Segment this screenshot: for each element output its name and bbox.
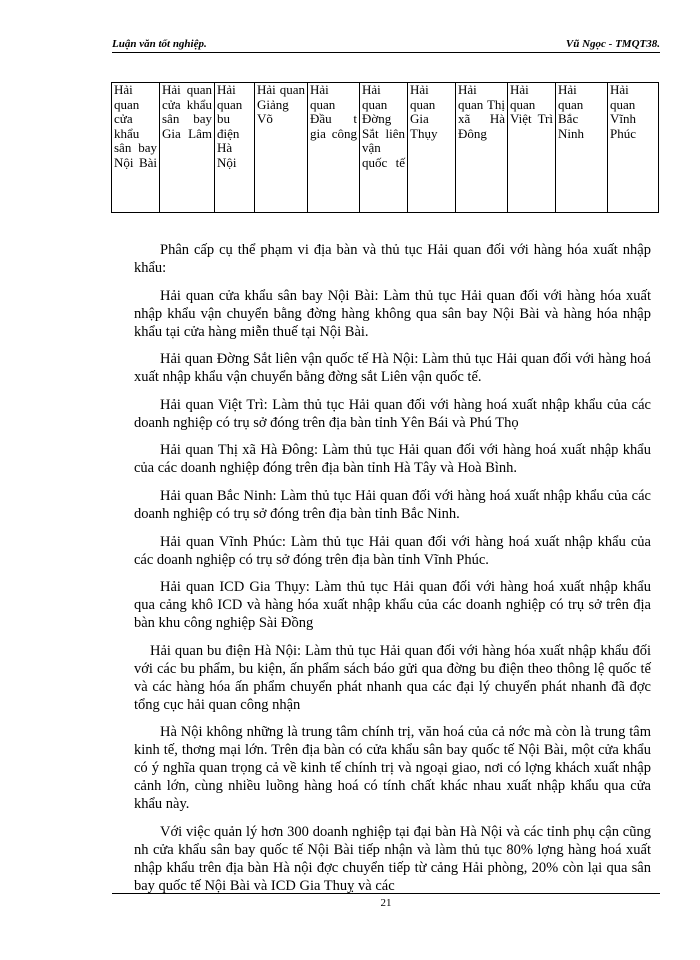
unit-gia-lam: Hải quan cửa khẩu sân bay Gia Lâm (160, 83, 215, 213)
page-number: 21 (380, 897, 392, 909)
paragraph-quan-ly: Với việc quản lý hơn 300 doanh nghiệp tại đại bàn Hà Nội và các tỉnh phụ cận cũng nh cửa khẩu sân bay quốc tế Nội Bài tiếp nhận và làm thủ tục 80% lợng hàng hoá xuất nhập khẩu trên địa bàn Hà nội đợc chuyển tiếp từ cảng Hải phòng, 20% còn lại qua sân bay quốc tế Nội Bài và ICD Gia Thuỵ và các (134, 823, 651, 894)
unit-ha-dong: Hải quan Thị xã Hà Đông (456, 83, 508, 213)
paragraph-duong-sat: Hải quan Đờng Sắt liên vận quốc tế Hà Nội: Làm thủ tục Hải quan đối với hàng hoá xuất nhập khẩu vận chuyển bằng đờng sắt Liên vận quốc tế. (134, 351, 651, 386)
header-thesis-title: Luận văn tốt nghiệp. (112, 38, 207, 50)
body-text (134, 241, 651, 905)
table-row (112, 83, 659, 213)
unit-bac-ninh: Hải quan Bắc Ninh (556, 83, 608, 213)
footer-divider (112, 893, 660, 894)
running-header (112, 38, 660, 53)
header-author: Vũ Ngọc - TMQT38. (565, 38, 660, 50)
paragraph-buu-dien: Hải quan bu điện Hà Nội: Làm thủ tục Hải quan đối với hàng hóa xuất nhập khẩu đối với các bu phẩm, bu kiện, ấn phẩm sách báo gửi qua đờng bu điện theo thông lệ quốc tế và các hàng hóa ấn phẩm chuyển phát nhanh qua các đại lý chuyển phát nhanh đã đợc tổng cục hải quan công nhận (134, 642, 651, 713)
paragraph-ha-dong: Hải quan Thị xã Hà Đông: Làm thủ tục Hải quan đối với hàng hoá xuất nhập khẩu của các doanh nghiệp đóng trên địa bàn tỉnh Hà Tây và Hoà Bình. (134, 442, 651, 477)
unit-noi-bai: Hải quan cửa khẩu sân bay Nội Bài (112, 83, 160, 213)
unit-buu-dien: Hải quan bu điện Hà Nội (215, 83, 255, 213)
unit-gia-thuy: Hải quan Gia Thụy (408, 83, 456, 213)
paragraph-gia-thuy: Hải quan ICD Gia Thụy: Làm thủ tục Hải quan đối với hàng hoá xuất nhập khẩu qua cảng khô ICD và hàng hóa xuất nhập khẩu của các doanh nghiệp có trụ sở trên địa bàn khu công nghiệp Sài Đồng (134, 579, 651, 632)
customs-units-table (111, 82, 659, 213)
paragraph-noi-bai: Hải quan cửa khẩu sân bay Nội Bài: Làm thủ tục Hải quan đối với hàng hóa xuất nhập khẩu vận chuyển bằng đờng hàng không qua sân bay Nội Bài và hàng hóa nhập khẩu tại cửa hàng miễn thuế tại Nội Bài. (134, 287, 651, 340)
paragraph-viet-tri: Hải quan Việt Trì: Làm thủ tục Hải quan đối với hàng hoá xuất nhập khẩu của các doanh nghiệp có trụ sở đóng trên địa bàn tỉnh Yên Bái và Phú Thọ (134, 396, 651, 431)
paragraph-ha-noi: Hà Nội không những là trung tâm chính trị, văn hoá của cả nớc mà còn là trung tâm kinh tế, thơng mại lớn. Trên địa bàn có cửa khẩu sân bay quốc tế Nội Bài, một cửa khẩu có ý nghĩa quan trọng cả về kinh tế chính trị và ngoại giao, nơi có lợng khách xuất nhập cảnh lớn, cùng nhiều luồng hàng hoá có tính chất khác nhau xuất nhập khẩu qua cửa khẩu này. (134, 724, 651, 813)
unit-vinh-phuc: Hải quan Vĩnh Phúc (608, 83, 659, 213)
unit-giang-vo: Hải quan Giảng Võ (255, 83, 308, 213)
paragraph-intro: Phân cấp cụ thể phạm vi địa bàn và thủ tục Hải quan đối với hàng hóa xuất nhập khẩu: (134, 242, 651, 276)
unit-viet-tri: Hải quan Việt Trì (508, 83, 556, 213)
unit-duong-sat: Hải quan Đờng Sắt liên vận quốc tế (360, 83, 408, 213)
paragraph-vinh-phuc: Hải quan Vĩnh Phúc: Làm thủ tục Hải quan đối với hàng hoá xuất nhập khẩu của các doanh nghiệp có trụ sở đóng trên địa bàn tỉnh Vĩnh Phúc. (134, 533, 651, 568)
paragraph-bac-ninh: Hải quan Bắc Ninh: Làm thủ tục Hải quan đối với hàng hoá xuất nhập khẩu của các doanh nghiệp có trụ sở đóng trên địa bàn tỉnh Bắc Ninh. (134, 487, 651, 522)
unit-dau-tu-gia-cong: Hải quan Đầu t gia công (308, 83, 360, 213)
